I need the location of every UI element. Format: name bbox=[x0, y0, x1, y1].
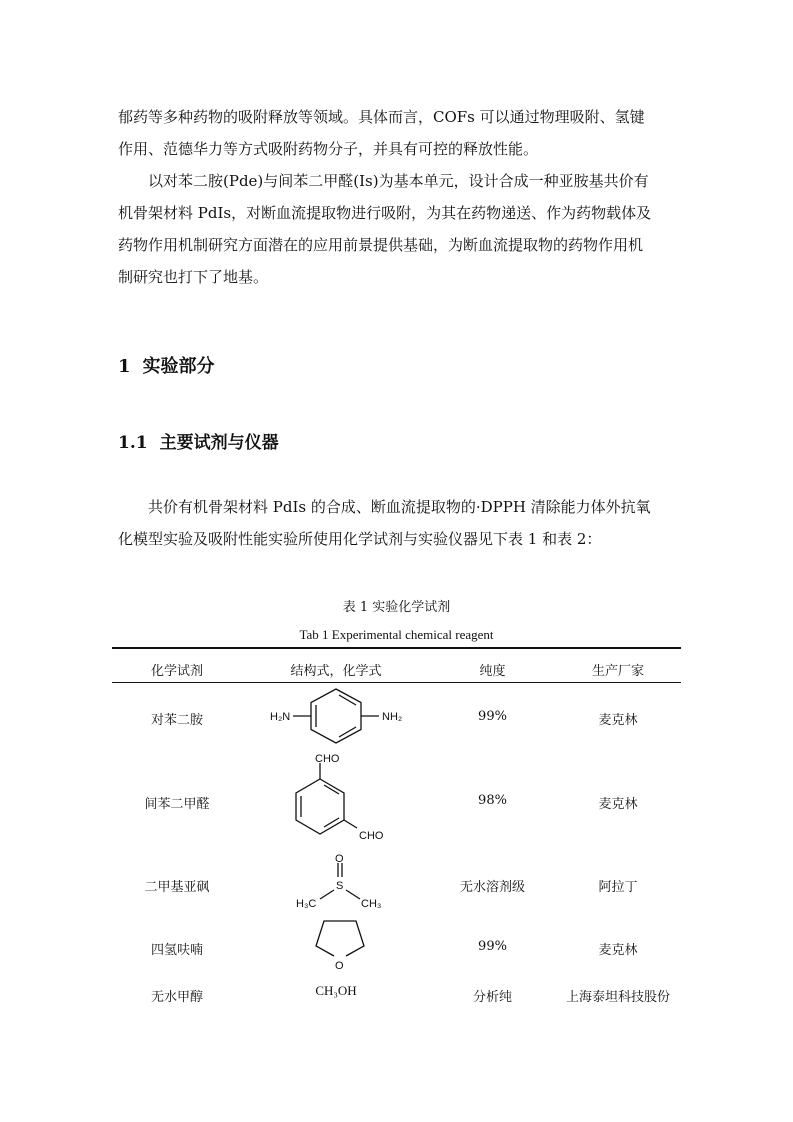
tetrahydrofuran-structure bbox=[305, 913, 375, 975]
table-header-cell: 纯度 bbox=[479, 664, 506, 679]
reagent-purity: 无水溶剂级 bbox=[459, 880, 525, 895]
text-line: 以对苯二胺(Pde)与间苯二甲醛(Is)为基本单元，设计合成一种亚胺基共价有 bbox=[148, 172, 649, 190]
subsection-number: 1.1 bbox=[118, 433, 148, 453]
section-number: 1 bbox=[118, 356, 131, 377]
reagent-name: 二甲基亚砜 bbox=[144, 880, 210, 895]
reagent-name: 对苯二胺 bbox=[150, 713, 203, 728]
table-header-cell: 化学试剂 bbox=[150, 664, 203, 679]
text-line: 药物作用机制研究方面潜在的应用前景提供基础，为断血流提取物的药物作用机 bbox=[118, 236, 644, 254]
reagent-maker: 麦克林 bbox=[598, 943, 638, 958]
oxygen-label: O bbox=[335, 853, 344, 865]
subsection-title: 主要试剂与仪器 bbox=[159, 433, 279, 453]
methyl-label: CH₃ bbox=[361, 898, 382, 910]
table-caption-en: Tab 1 Experimental chemical reagent bbox=[299, 627, 494, 642]
reagent-purity: 98% bbox=[478, 793, 507, 808]
amine-label: NH₂ bbox=[382, 711, 403, 723]
sulfur-label: S bbox=[336, 880, 344, 892]
reagent-name: 四氢呋喃 bbox=[150, 943, 203, 958]
methyl-label: H₃C bbox=[296, 898, 317, 910]
intro-paragraph bbox=[118, 101, 678, 165]
reagent-name: 间苯二甲醛 bbox=[144, 797, 210, 812]
isophthalaldehyde-structure bbox=[282, 748, 402, 848]
table-top-rule bbox=[112, 647, 681, 649]
reagent-formula: CH₃OH bbox=[315, 983, 357, 998]
section-title: 实验部分 bbox=[142, 356, 215, 377]
aldehyde-label: CHO bbox=[315, 753, 340, 765]
reagent-purity: 99% bbox=[478, 709, 507, 724]
text-line: 制研究也打下了地基。 bbox=[118, 268, 269, 286]
table-caption-cn: 表 1 实验化学试剂 bbox=[342, 600, 451, 615]
text-line: 机骨架材料 PdIs，对断血流提取物进行吸附，为其在药物递送、作为药物载体及 bbox=[118, 204, 652, 222]
reagent-purity: 99% bbox=[478, 939, 507, 954]
oxygen-label: O bbox=[335, 960, 344, 972]
reagent-maker: 阿拉丁 bbox=[598, 880, 638, 895]
table-header-cell: 结构式，化学式 bbox=[290, 664, 382, 679]
table-header-rule bbox=[112, 682, 681, 683]
table-header-cell: 生产厂家 bbox=[591, 664, 644, 679]
text-line: 化模型实验及吸附性能实验所使用化学试剂与实验仪器见下表 1 和表 2： bbox=[118, 530, 602, 548]
amine-label: H₂N bbox=[270, 711, 291, 723]
aldehyde-label: CHO bbox=[359, 830, 384, 842]
subsection-heading bbox=[118, 428, 279, 453]
text-line: 作用、范德华力等方式吸附药物分子，并具有可控的释放性能。 bbox=[118, 140, 539, 158]
p-phenylenediamine-structure bbox=[262, 685, 422, 747]
reagent-name: 无水甲醇 bbox=[150, 990, 203, 1005]
design-paragraph bbox=[118, 165, 678, 293]
reagent-maker: 麦克林 bbox=[598, 797, 638, 812]
text-line: 郁药等多种药物的吸附释放等领域。具体而言，COFs 可以通过物理吸附、氢键 bbox=[118, 108, 645, 126]
reagent-maker: 麦克林 bbox=[598, 713, 638, 728]
text-line: 共价有机骨架材料 PdIs 的合成、断血流提取物的·DPPH 清除能力体外抗氧 bbox=[148, 498, 651, 516]
reagent-maker: 上海泰坦科技股份 bbox=[565, 990, 670, 1005]
dmso-structure bbox=[290, 848, 390, 914]
reagents-paragraph bbox=[118, 491, 678, 555]
reagent-purity: 分析纯 bbox=[472, 990, 512, 1005]
section-heading bbox=[118, 352, 215, 378]
